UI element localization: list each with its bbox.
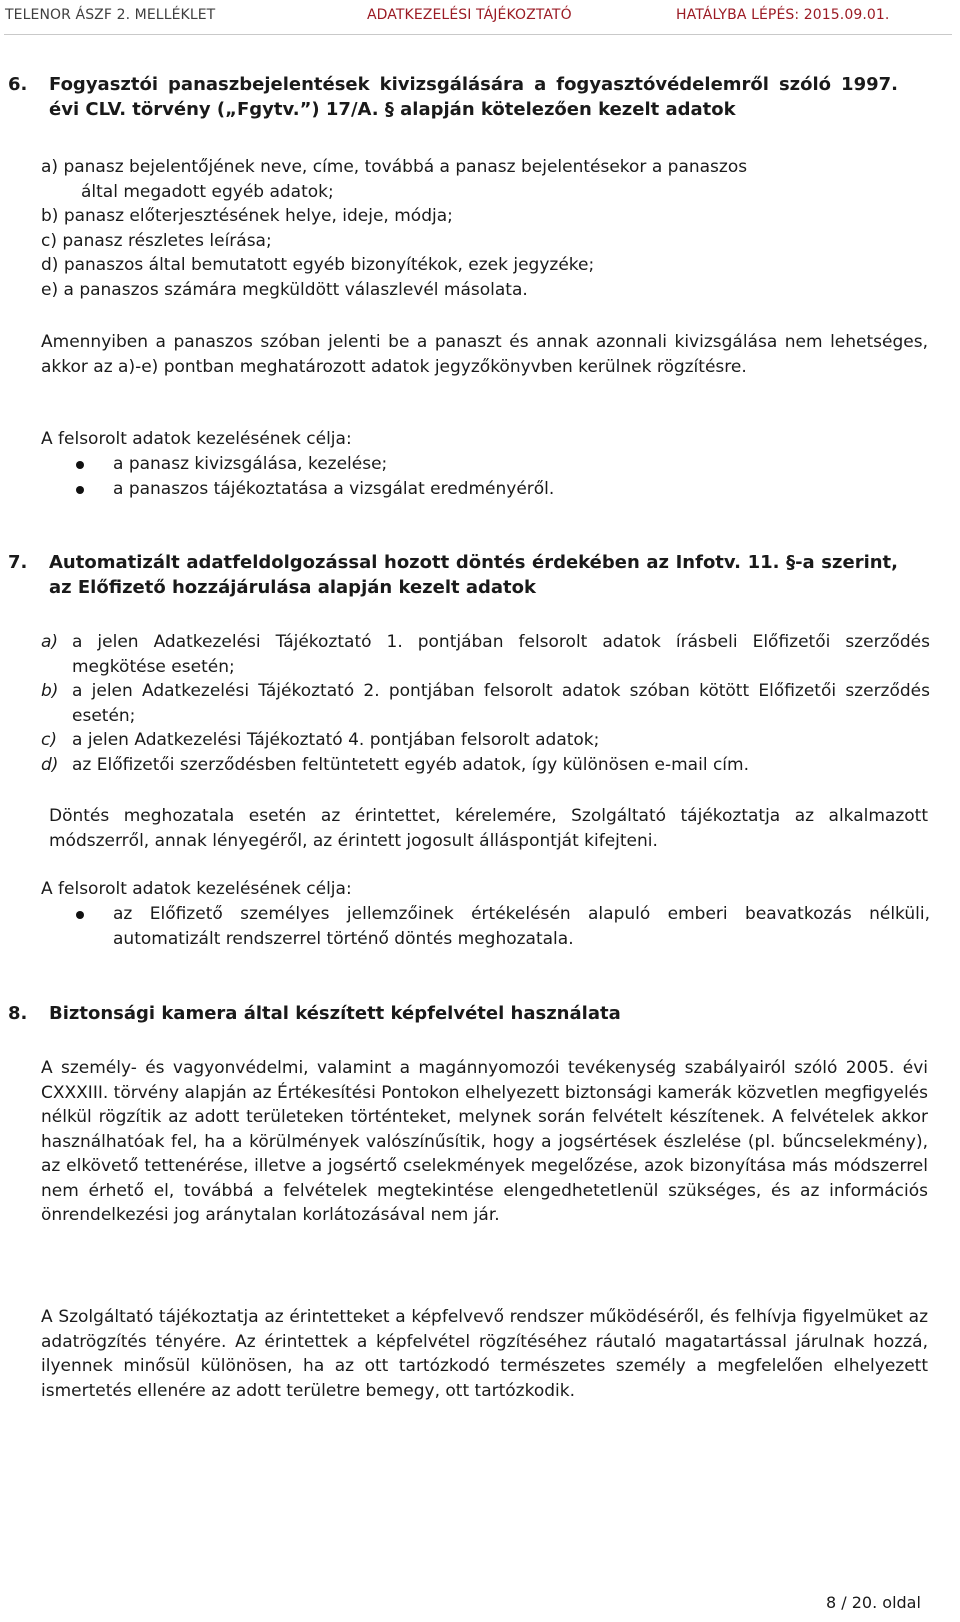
bullet-item: a panasz kivizsgálása, kezelése;: [41, 452, 931, 477]
section-6-title: Fogyasztói panaszbejelentések kivizsgálására a fogyasztóvédelemről szóló 1997. évi CLV. törvény („Fgytv.”) 17/A. § alapján kötelezően kezelt adatok: [49, 74, 898, 120]
list-item-e: e) a panaszos számára megküldött válaszlevél másolata.: [41, 279, 528, 300]
list-item-text: a jelen Adatkezelési Tájékoztató 1. pontjában felsorolt adatok írásbeli Előfizetői szerződés megkötése esetén;: [72, 632, 930, 677]
section-6-number: 6.: [8, 74, 28, 95]
header-divider: [4, 34, 952, 35]
bullet-icon: [76, 486, 84, 494]
list-item: [41, 728, 930, 753]
list-item-a-line1: a) panasz bejelentőjének neve, címe, továbbá a panasz bejelentésekor a panaszos: [41, 157, 748, 177]
list-item: [41, 679, 930, 728]
header-center: ADATKEZELÉSI TÁJÉKOZTATÓ: [367, 7, 572, 23]
list-item-label: c): [41, 730, 57, 750]
section-7-number: 7.: [8, 552, 28, 573]
header-left: TELENOR ÁSZF 2. MELLÉKLET: [5, 7, 216, 23]
section-6-list: [41, 155, 931, 302]
section-8-paragraph-1: A személy- és vagyonvédelmi, valamint a magánnyomozói tevékenység szabályairól szóló 2005. évi CXXXIII. törvény alapján az Értékesítési Pontokon elhelyezett biztonsági kamerák közvetlen megfigyelés nélkül rögzítik az adott területeken történteket, melynek során felvételt készítenek. A felvételek akkor használhatóak fel, ha a körülmények valószínűsítik, hogy a jogsértések észlelése (pl. bűncselekmény), az elkövető tettenérése, illetve a jogsértő cselekmények megelőzése, azok bizonyítása más módszerrel nem érhető el, továbbá a felvételek megtekintése elengedhetetlenül szükséges, és az információs önrendelkezési jog aránytalan korlátozásával nem jár.: [41, 1058, 928, 1225]
list-item: [41, 630, 930, 679]
list-item-label: d): [41, 754, 59, 775]
section-7-heading: [8, 550, 898, 600]
section-6-purpose-list: [41, 452, 931, 501]
section-7-paragraph: Döntés meghozatala esetén az érintettet, kérelemére, Szolgáltató tájékoztatja az alkalmazott módszerről, annak lényegéről, az érintett jogosult álláspontját kifejteni.: [49, 806, 928, 851]
list-item-d: d) panaszos által bemutatott egyéb bizonyítékok, ezek jegyzéke;: [41, 255, 595, 275]
list-item-c: c) panasz részletes leírása;: [41, 230, 272, 251]
list-item-text: az Előfizetői szerződésben feltüntetett egyéb adatok, így különösen e-mail cím.: [72, 754, 749, 775]
section-6-heading: [8, 72, 898, 122]
section-8-paragraph-2: A Szolgáltató tájékoztatja az érintetteket a képfelvevő rendszer működéséről, és felhívja figyelmüket az adatrögzítés tényére. Az érintettek a képfelvétel rögzítéséhez ráutaló magatartással járulnak hozzá, ilyennek minősül különösen, ha az ott tartózkodó természetes személy a megfelelően elhelyezett ismertetés ellenére az adott területre bemegy, ott tartózkodik.: [41, 1307, 928, 1401]
section-8-title: Biztonsági kamera által készített képfelvétel használata: [49, 1003, 621, 1024]
section-7-title: Automatizált adatfeldolgozással hozott döntés érdekében az Infotv. 11. §-a szerint, az Előfizető hozzájárulása alapján kezelt adatok: [49, 552, 898, 598]
list-item-text: a jelen Adatkezelési Tájékoztató 2. pontjában felsorolt adatok szóban kötött Előfizetői szerződés esetén;: [72, 681, 930, 726]
bullet-icon: [76, 911, 84, 919]
list-item-a-line2: által megadott egyéb adatok;: [81, 181, 334, 202]
running-header: [0, 7, 960, 27]
header-right: HATÁLYBA LÉPÉS: 2015.09.01.: [676, 7, 890, 23]
list-item-label: a): [41, 632, 59, 652]
section-8-number: 8.: [8, 1003, 28, 1024]
list-item-text: a jelen Adatkezelési Tájékoztató 4. pontjában felsorolt adatok;: [72, 730, 600, 750]
bullet-item: az Előfizető személyes jellemzőinek értékelésén alapuló emberi beavatkozás nélküli, automatizált rendszerrel történő döntés meghozatala.: [41, 902, 930, 951]
bullet-icon: [76, 461, 84, 469]
page-number: 8 / 20. oldal: [826, 1593, 921, 1612]
section-7-list: [41, 630, 930, 777]
section-8-heading: [8, 1001, 898, 1026]
section-6-purpose-label: A felsorolt adatok kezelésének célja:: [41, 429, 352, 449]
section-7-purpose-list: [41, 902, 930, 951]
list-item: [41, 753, 930, 778]
list-item-label: b): [41, 681, 59, 701]
list-item-b: b) panasz előterjesztésének helye, ideje, módja;: [41, 206, 453, 226]
section-6-paragraph: Amennyiben a panaszos szóban jelenti be a panaszt és annak azonnali kivizsgálása nem lehetséges, akkor az a)-e) pontban meghatározott adatok jegyzőkönyvben kerülnek rögzítésre.: [41, 332, 928, 377]
bullet-item: a panaszos tájékoztatása a vizsgálat eredményéről.: [41, 477, 931, 502]
section-7-purpose-label: A felsorolt adatok kezelésének célja:: [41, 879, 352, 899]
